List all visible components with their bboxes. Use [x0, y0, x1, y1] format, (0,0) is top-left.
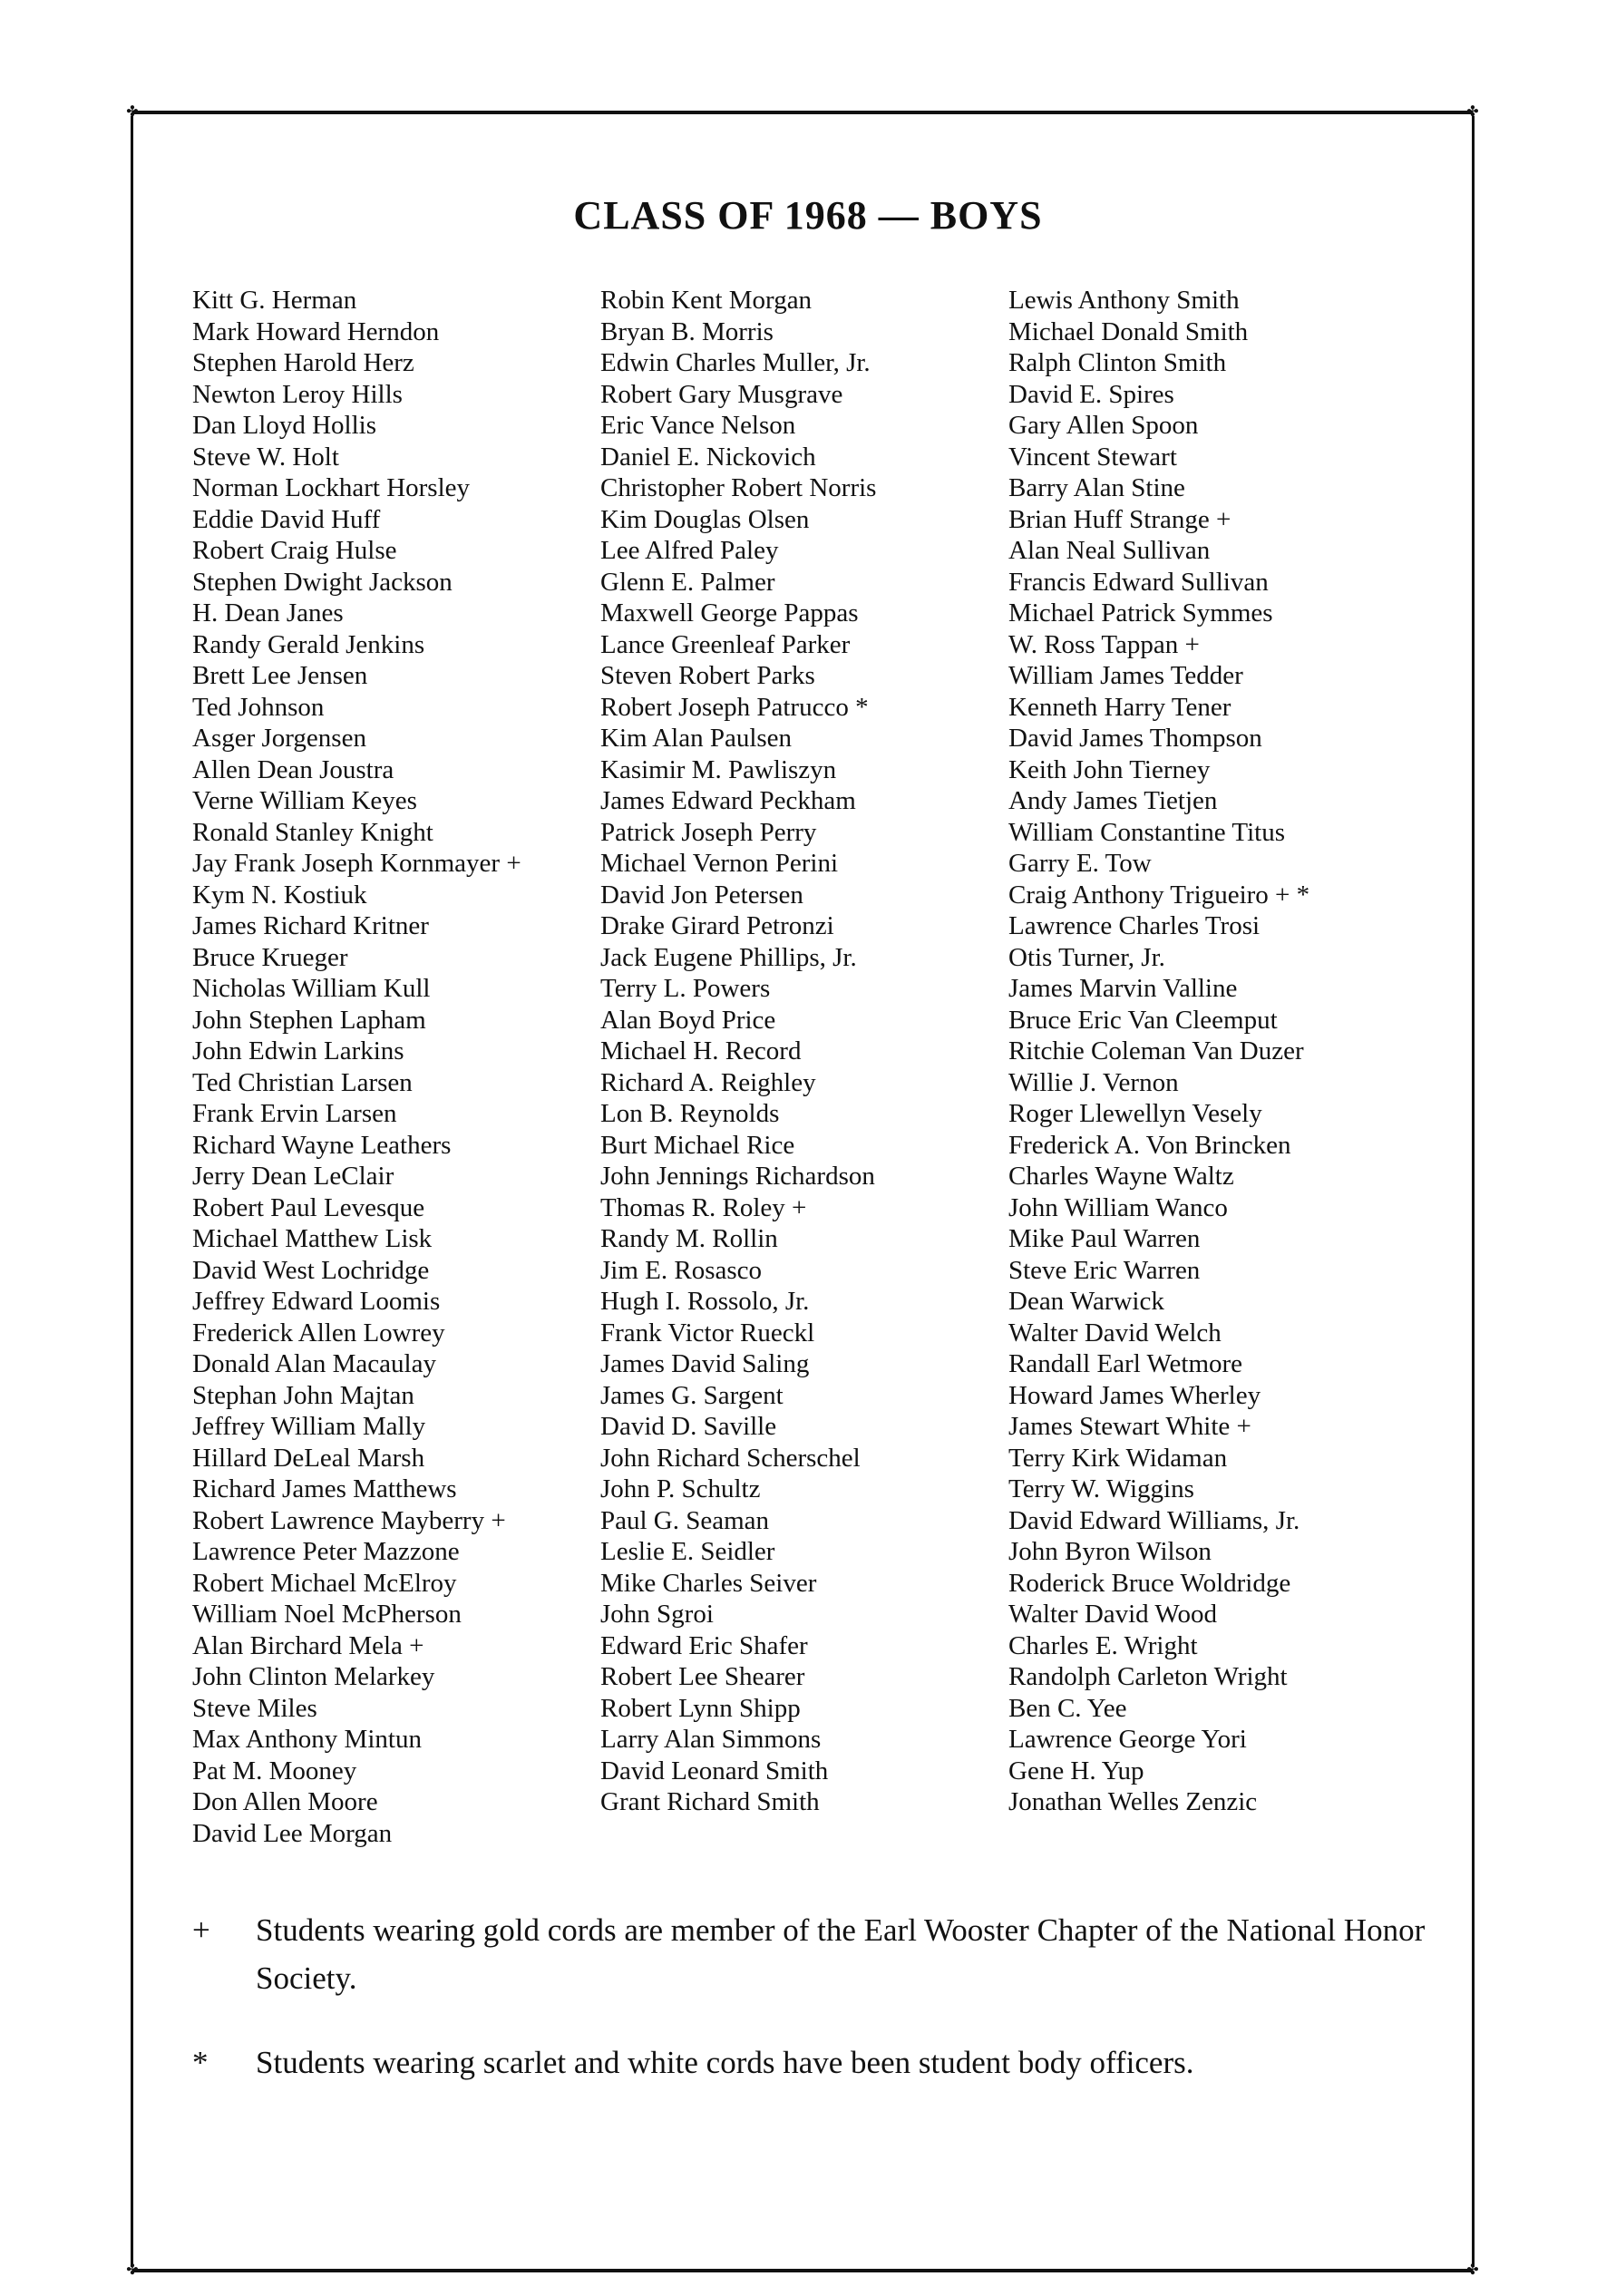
- student-name: Ritchie Coleman Van Duzer: [1008, 1036, 1304, 1065]
- student-name: Dean Warwick: [1008, 1287, 1164, 1316]
- student-name: Garry E. Tow: [1008, 849, 1152, 878]
- student-name: Richard James Matthews: [192, 1474, 457, 1503]
- student-name: Asger Jorgensen: [192, 724, 366, 753]
- student-name: Stephan John Majtan: [192, 1380, 414, 1410]
- student-name: Charles Wayne Waltz: [1008, 1162, 1234, 1191]
- student-name: Robert Lee Shearer: [600, 1662, 805, 1691]
- student-name: Robert Michael McElroy: [192, 1568, 457, 1598]
- student-name: John Edwin Larkins: [192, 1036, 404, 1065]
- student-name: Frank Ervin Larsen: [192, 1099, 397, 1128]
- student-name: David Edward Williams, Jr.: [1008, 1505, 1300, 1535]
- legend-text: Students wearing gold cords are member of the Earl Wooster Chapter of the National Honor Society.: [256, 1912, 1426, 1996]
- student-name: Jim E. Rosasco: [600, 1255, 763, 1285]
- student-name: Burt Michael Rice: [600, 1130, 795, 1160]
- student-name: Drake Girard Petronzi: [600, 911, 834, 940]
- student-name: Newton Leroy Hills: [192, 379, 403, 409]
- student-name: Robert Paul Levesque: [192, 1192, 425, 1222]
- student-name: Charles E. Wright: [1008, 1630, 1198, 1660]
- student-name: Keith John Tierney: [1008, 754, 1211, 784]
- student-name: Vincent Stewart: [1008, 442, 1177, 472]
- student-name: Mike Paul Warren: [1008, 1224, 1201, 1253]
- name-column-3: [1008, 285, 1309, 1818]
- student-name: Mike Charles Seiver: [600, 1568, 817, 1598]
- student-name: Hillard DeLeal Marsh: [192, 1443, 425, 1473]
- student-name: Randall Earl Wetmore: [1008, 1349, 1243, 1378]
- student-name: Gary Allen Spoon: [1008, 411, 1199, 440]
- student-name: David West Lochridge: [192, 1255, 430, 1285]
- student-name: Ted Johnson: [192, 692, 325, 722]
- student-name: Robert Lawrence Mayberry +: [192, 1505, 506, 1535]
- student-name: James Stewart White +: [1008, 1412, 1251, 1441]
- student-name: Eric Vance Nelson: [600, 411, 796, 440]
- student-name: Terry L. Powers: [600, 974, 771, 1003]
- student-name: Lee Alfred Paley: [600, 536, 779, 565]
- student-name: Jonathan Welles Zenzic: [1008, 1787, 1258, 1816]
- name-columns: [192, 285, 1462, 1863]
- student-name: Alan Boyd Price: [600, 1005, 776, 1035]
- student-name: W. Ross Tappan +: [1008, 629, 1200, 659]
- student-name: Robert Gary Musgrave: [600, 379, 843, 409]
- student-name: David Jon Petersen: [600, 880, 803, 910]
- student-name: Jeffrey William Mally: [192, 1412, 426, 1441]
- student-name: Robert Lynn Shipp: [600, 1693, 801, 1723]
- student-name: Robert Joseph Patrucco *: [600, 692, 869, 722]
- student-name: Daniel E. Nickovich: [600, 442, 816, 472]
- student-name: Eddie David Huff: [192, 504, 381, 534]
- student-name: Leslie E. Seidler: [600, 1537, 775, 1566]
- student-name: Larry Alan Simmons: [600, 1725, 822, 1754]
- student-name: Lewis Anthony Smith: [1008, 286, 1240, 315]
- student-name: John P. Schultz: [600, 1474, 761, 1503]
- border-right: [1472, 116, 1475, 2267]
- student-name: Bruce Krueger: [192, 942, 348, 972]
- student-name: Barry Alan Stine: [1008, 473, 1185, 502]
- border-top: [132, 111, 1473, 114]
- student-name: Randolph Carleton Wright: [1008, 1662, 1288, 1691]
- student-name: John Clinton Melarkey: [192, 1662, 435, 1691]
- student-name: Michael H. Record: [600, 1036, 802, 1065]
- student-name: Richard Wayne Leathers: [192, 1130, 452, 1160]
- student-name: Kasimir M. Pawliszyn: [600, 754, 837, 784]
- corner-ornament-icon: ✤: [1466, 2262, 1479, 2278]
- corner-ornament-icon: ✤: [1466, 104, 1479, 120]
- student-name: Alan Neal Sullivan: [1008, 536, 1211, 565]
- student-name: John Stephen Lapham: [192, 1005, 426, 1035]
- border-left: [131, 116, 133, 2267]
- student-name: Thomas R. Roley +: [600, 1192, 807, 1222]
- student-name: Stephen Harold Herz: [192, 348, 414, 377]
- student-name: Willie J. Vernon: [1008, 1067, 1179, 1097]
- student-name: Bruce Eric Van Cleemput: [1008, 1005, 1278, 1035]
- student-name: Gene H. Yup: [1008, 1756, 1144, 1785]
- student-name: Roderick Bruce Woldridge: [1008, 1568, 1291, 1598]
- student-name: Ronald Stanley Knight: [192, 817, 433, 847]
- student-name: Don Allen Moore: [192, 1787, 378, 1816]
- student-name: Randy M. Rollin: [600, 1224, 778, 1253]
- legend-symbol: +: [192, 1912, 210, 1948]
- student-name: Donald Alan Macaulay: [192, 1349, 436, 1378]
- student-name: John Byron Wilson: [1008, 1537, 1212, 1566]
- student-name: Craig Anthony Trigueiro + *: [1008, 880, 1310, 910]
- student-name: James Richard Kritner: [192, 911, 429, 940]
- student-name: Patrick Joseph Perry: [600, 817, 817, 847]
- name-column-2: [600, 285, 876, 1818]
- student-name: H. Dean Janes: [192, 598, 344, 628]
- student-name: Michael Donald Smith: [1008, 316, 1249, 346]
- student-name: Ted Christian Larsen: [192, 1067, 413, 1097]
- student-name: Jerry Dean LeClair: [192, 1162, 394, 1191]
- student-name: Lawrence Peter Mazzone: [192, 1537, 460, 1566]
- student-name: Hugh I. Rossolo, Jr.: [600, 1287, 810, 1316]
- student-name: Max Anthony Mintun: [192, 1725, 422, 1754]
- student-name: Walter David Wood: [1008, 1600, 1217, 1629]
- student-name: Richard A. Reighley: [600, 1067, 816, 1097]
- student-name: Paul G. Seaman: [600, 1505, 770, 1535]
- student-name: Lawrence Charles Trosi: [1008, 911, 1261, 940]
- student-name: Brett Lee Jensen: [192, 661, 368, 690]
- student-name: Michael Vernon Perini: [600, 849, 839, 878]
- student-name: David E. Spires: [1008, 379, 1174, 409]
- page-title: CLASS OF 1968 — BOYS: [573, 193, 1043, 238]
- student-name: Andy James Tietjen: [1008, 786, 1218, 815]
- student-name: Ralph Clinton Smith: [1008, 348, 1227, 377]
- student-name: Alan Birchard Mela +: [192, 1630, 424, 1660]
- student-name: James David Saling: [600, 1349, 810, 1378]
- student-name: Robert Craig Hulse: [192, 536, 397, 565]
- student-name: Frederick Allen Lowrey: [192, 1318, 445, 1347]
- student-name: Dan Lloyd Hollis: [192, 411, 376, 440]
- student-name: John William Wanco: [1008, 1192, 1228, 1222]
- student-name: Mark Howard Herndon: [192, 316, 440, 346]
- student-name: David Lee Morgan: [192, 1818, 393, 1848]
- student-name: William Constantine Titus: [1008, 817, 1285, 847]
- student-name: David Leonard Smith: [600, 1756, 829, 1785]
- student-name: Frank Victor Rueckl: [600, 1318, 815, 1347]
- student-name: Steve W. Holt: [192, 442, 339, 472]
- student-name: Lawrence George Yori: [1008, 1725, 1247, 1754]
- student-name: Ben C. Yee: [1008, 1693, 1127, 1723]
- student-name: Kim Douglas Olsen: [600, 504, 810, 534]
- student-name: Kenneth Harry Tener: [1008, 692, 1231, 722]
- student-name: Kitt G. Herman: [192, 286, 357, 315]
- legend-gold-cords: [192, 1906, 1462, 2002]
- legend-scarlet-cords: [192, 2038, 1462, 2087]
- student-name: Grant Richard Smith: [600, 1787, 820, 1816]
- corner-ornament-icon: ✤: [126, 104, 139, 120]
- student-name: Jack Eugene Phillips, Jr.: [600, 942, 857, 972]
- border-bottom: [132, 2269, 1473, 2272]
- student-name: Howard James Wherley: [1008, 1380, 1261, 1410]
- student-name: Roger Llewellyn Vesely: [1008, 1099, 1262, 1128]
- corner-ornament-icon: ✤: [126, 2262, 139, 2278]
- student-name: Edward Eric Shafer: [600, 1630, 808, 1660]
- student-name: Edwin Charles Muller, Jr.: [600, 348, 871, 377]
- student-name: Michael Patrick Symmes: [1008, 598, 1273, 628]
- student-name: Glenn E. Palmer: [600, 567, 775, 597]
- student-name: Christopher Robert Norris: [600, 473, 877, 502]
- student-name: Terry Kirk Widaman: [1008, 1443, 1228, 1473]
- legend-symbol: *: [192, 2045, 209, 2080]
- student-name: David James Thompson: [1008, 724, 1262, 753]
- student-name: Allen Dean Joustra: [192, 754, 394, 784]
- student-name: William Noel McPherson: [192, 1600, 462, 1629]
- student-name: Steve Miles: [192, 1693, 317, 1723]
- student-name: Pat M. Mooney: [192, 1756, 357, 1785]
- student-name: Kym N. Kostiuk: [192, 880, 367, 910]
- student-name: John Sgroi: [600, 1600, 714, 1629]
- student-name: John Jennings Richardson: [600, 1162, 875, 1191]
- student-name: Francis Edward Sullivan: [1008, 567, 1269, 597]
- student-name: Otis Turner, Jr.: [1008, 942, 1165, 972]
- student-name: Randy Gerald Jenkins: [192, 629, 425, 659]
- student-name: Maxwell George Pappas: [600, 598, 859, 628]
- student-name: John Richard Scherschel: [600, 1443, 861, 1473]
- legend-text: Students wearing scarlet and white cords have been student body officers.: [256, 2045, 1194, 2080]
- student-name: Michael Matthew Lisk: [192, 1224, 433, 1253]
- student-name: Jeffrey Edward Loomis: [192, 1287, 441, 1316]
- student-name: Steve Eric Warren: [1008, 1255, 1201, 1285]
- student-name: Verne William Keyes: [192, 786, 417, 815]
- student-name: Walter David Welch: [1008, 1318, 1222, 1347]
- student-name: Bryan B. Morris: [600, 316, 774, 346]
- student-name: Terry W. Wiggins: [1008, 1474, 1194, 1503]
- student-name: Stephen Dwight Jackson: [192, 567, 453, 597]
- student-name: William James Tedder: [1008, 661, 1243, 690]
- student-name: Nicholas William Kull: [192, 974, 431, 1003]
- student-name: David D. Saville: [600, 1412, 777, 1441]
- student-name: Lance Greenleaf Parker: [600, 629, 851, 659]
- student-name: James Marvin Valline: [1008, 974, 1238, 1003]
- student-name: Brian Huff Strange +: [1008, 504, 1231, 534]
- student-name: Kim Alan Paulsen: [600, 724, 793, 753]
- student-name: Robin Kent Morgan: [600, 286, 813, 315]
- student-name: James G. Sargent: [600, 1380, 784, 1410]
- student-name: James Edward Peckham: [600, 786, 856, 815]
- student-name: Steven Robert Parks: [600, 661, 815, 690]
- student-name: Frederick A. Von Brincken: [1008, 1130, 1291, 1160]
- student-name: Jay Frank Joseph Kornmayer +: [192, 849, 521, 878]
- student-name: Lon B. Reynolds: [600, 1099, 780, 1128]
- name-column-1: [192, 285, 521, 1849]
- student-name: Norman Lockhart Horsley: [192, 473, 471, 502]
